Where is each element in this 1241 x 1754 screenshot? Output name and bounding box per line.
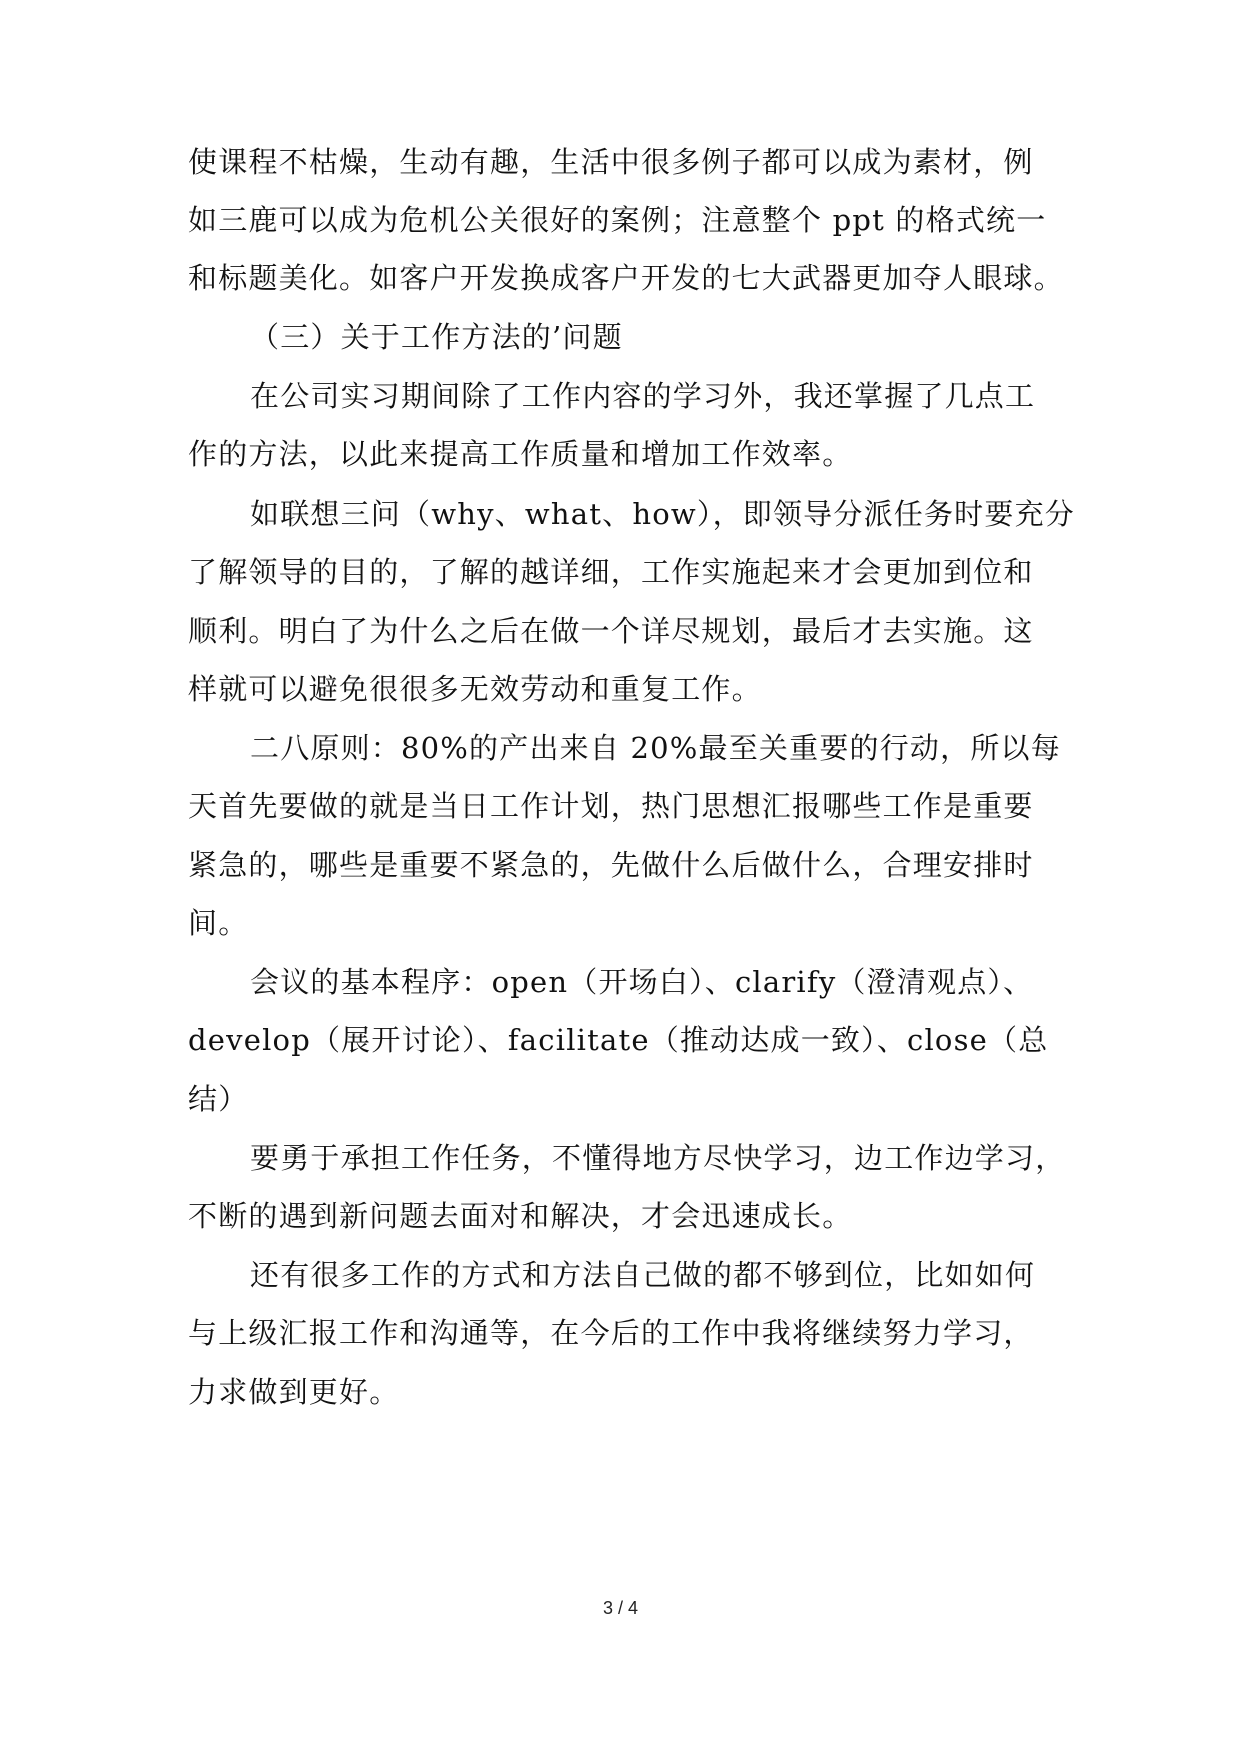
body-text-line: 和标题美化。如客户开发换成客户开发的七大武器更加夺人眼球。: [188, 261, 1064, 295]
body-text-line: 结）: [188, 1082, 249, 1116]
section-heading: （三）关于工作方法的’问题: [250, 320, 623, 354]
body-text-line: 顺利。明白了为什么之后在做一个详尽规划，最后才去实施。这: [188, 614, 1034, 648]
body-text-line: 紧急的，哪些是重要不紧急的，先做什么后做什么，合理安排时: [188, 848, 1034, 882]
body-text-line: 天首先要做的就是当日工作计划，热门思想汇报哪些工作是重要: [188, 789, 1034, 823]
body-text-line: develop（展开讨论）、facilitate（推动达成一致）、close（总: [188, 1023, 1049, 1057]
body-text-line: 间。: [188, 906, 249, 940]
body-text-line: 还有很多工作的方式和方法自己做的都不够到位，比如如何: [250, 1258, 1036, 1292]
body-text-line: 与上级汇报工作和沟通等，在今后的工作中我将继续努力学习，: [188, 1316, 1034, 1350]
body-text-line: 使课程不枯燥，生动有趣，生活中很多例子都可以成为素材，例: [188, 145, 1034, 179]
body-text-line: 在公司实习期间除了工作内容的学习外，我还掌握了几点工: [250, 379, 1036, 413]
body-text-line: 了解领导的目的，了解的越详细，工作实施起来才会更加到位和: [188, 555, 1034, 589]
body-text-line: 会议的基本程序：open（开场白）、clarify（澄清观点）、: [250, 965, 1034, 999]
body-text-line: 样就可以避免很很多无效劳动和重复工作。: [188, 672, 762, 706]
body-text-line: 不断的遇到新问题去面对和解决，才会迅速成长。: [188, 1199, 853, 1233]
body-text-line: 二八原则：80%的产出来自 20%最至关重要的行动，所以每: [250, 731, 1061, 765]
page-number: 3 / 4: [602, 1598, 639, 1618]
body-text-line: 如联想三问（why、what、how），即领导分派任务时要充分: [250, 497, 1075, 531]
body-text-line: 作的方法，以此来提高工作质量和增加工作效率。: [188, 437, 853, 471]
body-text-line: 要勇于承担工作任务，不懂得地方尽快学习，边工作边学习，: [250, 1141, 1066, 1175]
body-text-line: 力求做到更好。: [188, 1375, 400, 1409]
body-text-line: 如三鹿可以成为危机公关很好的案例；注意整个 ppt 的格式统一: [188, 203, 1047, 237]
